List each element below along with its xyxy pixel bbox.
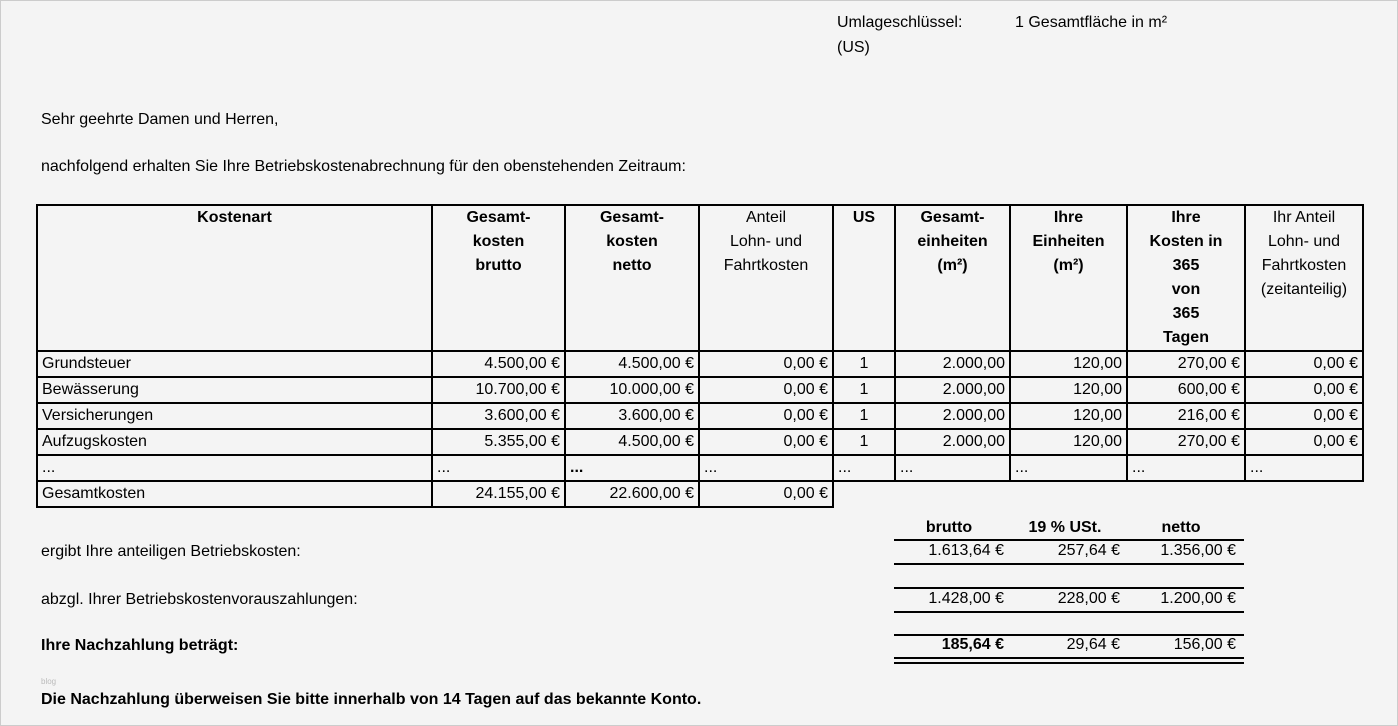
table-cell: 0,00 € <box>1245 351 1363 377</box>
table-cell: ... <box>833 455 895 481</box>
cost-table <box>36 204 1364 508</box>
table-header-row <box>37 205 1363 351</box>
table-cell: 0,00 € <box>699 481 833 507</box>
table-cell: 5.355,00 € <box>432 429 565 455</box>
empty-cell <box>895 481 1010 507</box>
table-row <box>37 403 1363 429</box>
table-cell: 3.600,00 € <box>565 403 699 429</box>
table-cell: 216,00 € <box>1127 403 1245 429</box>
table-cell: 1 <box>833 429 895 455</box>
empty-cell <box>1245 481 1363 507</box>
summary-header <box>894 517 1244 539</box>
table-cell: 270,00 € <box>1127 429 1245 455</box>
summary-label-prepayments: abzgl. Ihrer Betriebskostenvorauszahlungen: <box>41 591 358 608</box>
table-cell: ... <box>37 455 432 481</box>
key-label: Umlageschlüssel: <box>837 14 963 31</box>
summary-header-netto: netto <box>1161 519 1201 536</box>
column-header: Anteil Lohn- und Fahrtkosten <box>699 205 833 351</box>
salutation: Sehr geehrte Damen und Herren, <box>41 111 279 128</box>
empty-cell <box>833 481 895 507</box>
summary-row-costs <box>894 540 1244 562</box>
table-row <box>37 429 1363 455</box>
table-cell: 270,00 € <box>1127 351 1245 377</box>
watermark: blog <box>41 677 57 686</box>
table-cell: 120,00 <box>1010 377 1127 403</box>
total-row <box>37 481 1363 507</box>
intro-text: nachfolgend erhalten Sie Ihre Betriebskostenabrechnung für den obenstehenden Zeitraum: <box>41 158 686 175</box>
summary-row-balance <box>894 634 1244 656</box>
table-cell: ... <box>1127 455 1245 481</box>
table-cell: 24.155,00 € <box>432 481 565 507</box>
summary-label-costs: ergibt Ihre anteiligen Betriebskosten: <box>41 543 301 560</box>
summary-header-brutto: brutto <box>925 519 973 536</box>
column-header: Gesamt- kosten brutto <box>432 205 565 351</box>
table-cell: ... <box>1245 455 1363 481</box>
table-cell: 2.000,00 <box>895 377 1010 403</box>
value: 1.356,00 € <box>1160 542 1236 559</box>
table-cell: 0,00 € <box>699 403 833 429</box>
table-cell: ... <box>432 455 565 481</box>
value: 1.200,00 € <box>1160 590 1236 607</box>
value: 1.613,64 € <box>928 542 1004 559</box>
table-cell: 2.000,00 <box>895 429 1010 455</box>
table-cell: 2.000,00 <box>895 403 1010 429</box>
value: 156,00 € <box>1173 636 1236 653</box>
column-header: Ihr Anteil Lohn- und Fahrtkosten (zeitanteilig) <box>1245 205 1363 351</box>
table-cell: 600,00 € <box>1127 377 1245 403</box>
table-cell: 4.500,00 € <box>565 351 699 377</box>
value: 228,00 € <box>1057 590 1120 607</box>
table-cell: 1 <box>833 351 895 377</box>
table-cell: 0,00 € <box>1245 429 1363 455</box>
table-cell: 0,00 € <box>699 377 833 403</box>
table-cell: 10.000,00 € <box>565 377 699 403</box>
table-cell: Bewässerung <box>37 377 432 403</box>
table-cell: 4.500,00 € <box>432 351 565 377</box>
table-cell: 3.600,00 € <box>432 403 565 429</box>
table-cell: 10.700,00 € <box>432 377 565 403</box>
table-cell: Grundsteuer <box>37 351 432 377</box>
table-row <box>37 377 1363 403</box>
table-cell: 4.500,00 € <box>565 429 699 455</box>
key-label-abbr: (US) <box>837 39 870 56</box>
table-cell: ... <box>1010 455 1127 481</box>
value: 257,64 € <box>1057 542 1120 559</box>
table-cell: 120,00 <box>1010 403 1127 429</box>
table-cell: 2.000,00 <box>895 351 1010 377</box>
column-header: Gesamt- einheiten (m²) <box>895 205 1010 351</box>
column-header: Gesamt- kosten netto <box>565 205 699 351</box>
table-cell: 0,00 € <box>699 351 833 377</box>
column-header: Kostenart <box>37 205 432 351</box>
table-cell: ... <box>565 455 699 481</box>
table-cell: 1 <box>833 403 895 429</box>
table-cell: Gesamtkosten <box>37 481 432 507</box>
summary-row-prepayments <box>894 588 1244 610</box>
summary-label-balance: Ihre Nachzahlung beträgt: <box>41 637 239 654</box>
table-cell: Aufzugskosten <box>37 429 432 455</box>
table-cell: 1 <box>833 377 895 403</box>
column-header: Ihre Einheiten (m²) <box>1010 205 1127 351</box>
value: 29,64 € <box>1066 636 1120 653</box>
empty-cell <box>1010 481 1127 507</box>
table-row <box>37 455 1363 481</box>
column-header: US <box>833 205 895 351</box>
table-cell: 0,00 € <box>1245 377 1363 403</box>
table-cell: 0,00 € <box>1245 403 1363 429</box>
table-cell: ... <box>699 455 833 481</box>
empty-cell <box>1127 481 1245 507</box>
table-cell: 0,00 € <box>699 429 833 455</box>
summary-header-vat: 19 % USt. <box>1028 519 1102 536</box>
table-cell: 120,00 <box>1010 429 1127 455</box>
table-cell: 22.600,00 € <box>565 481 699 507</box>
value: 1.428,00 € <box>928 590 1004 607</box>
table-row <box>37 351 1363 377</box>
footer-note: Die Nachzahlung überweisen Sie bitte innerhalb von 14 Tagen auf das bekannte Konto. <box>41 691 702 708</box>
column-header: Ihre Kosten in 365 von 365 Tagen <box>1127 205 1245 351</box>
value: 185,64 € <box>941 636 1004 653</box>
table-cell: Versicherungen <box>37 403 432 429</box>
table-cell: ... <box>895 455 1010 481</box>
table-cell: 120,00 <box>1010 351 1127 377</box>
key-value: 1 Gesamtfläche in m² <box>1015 14 1168 31</box>
